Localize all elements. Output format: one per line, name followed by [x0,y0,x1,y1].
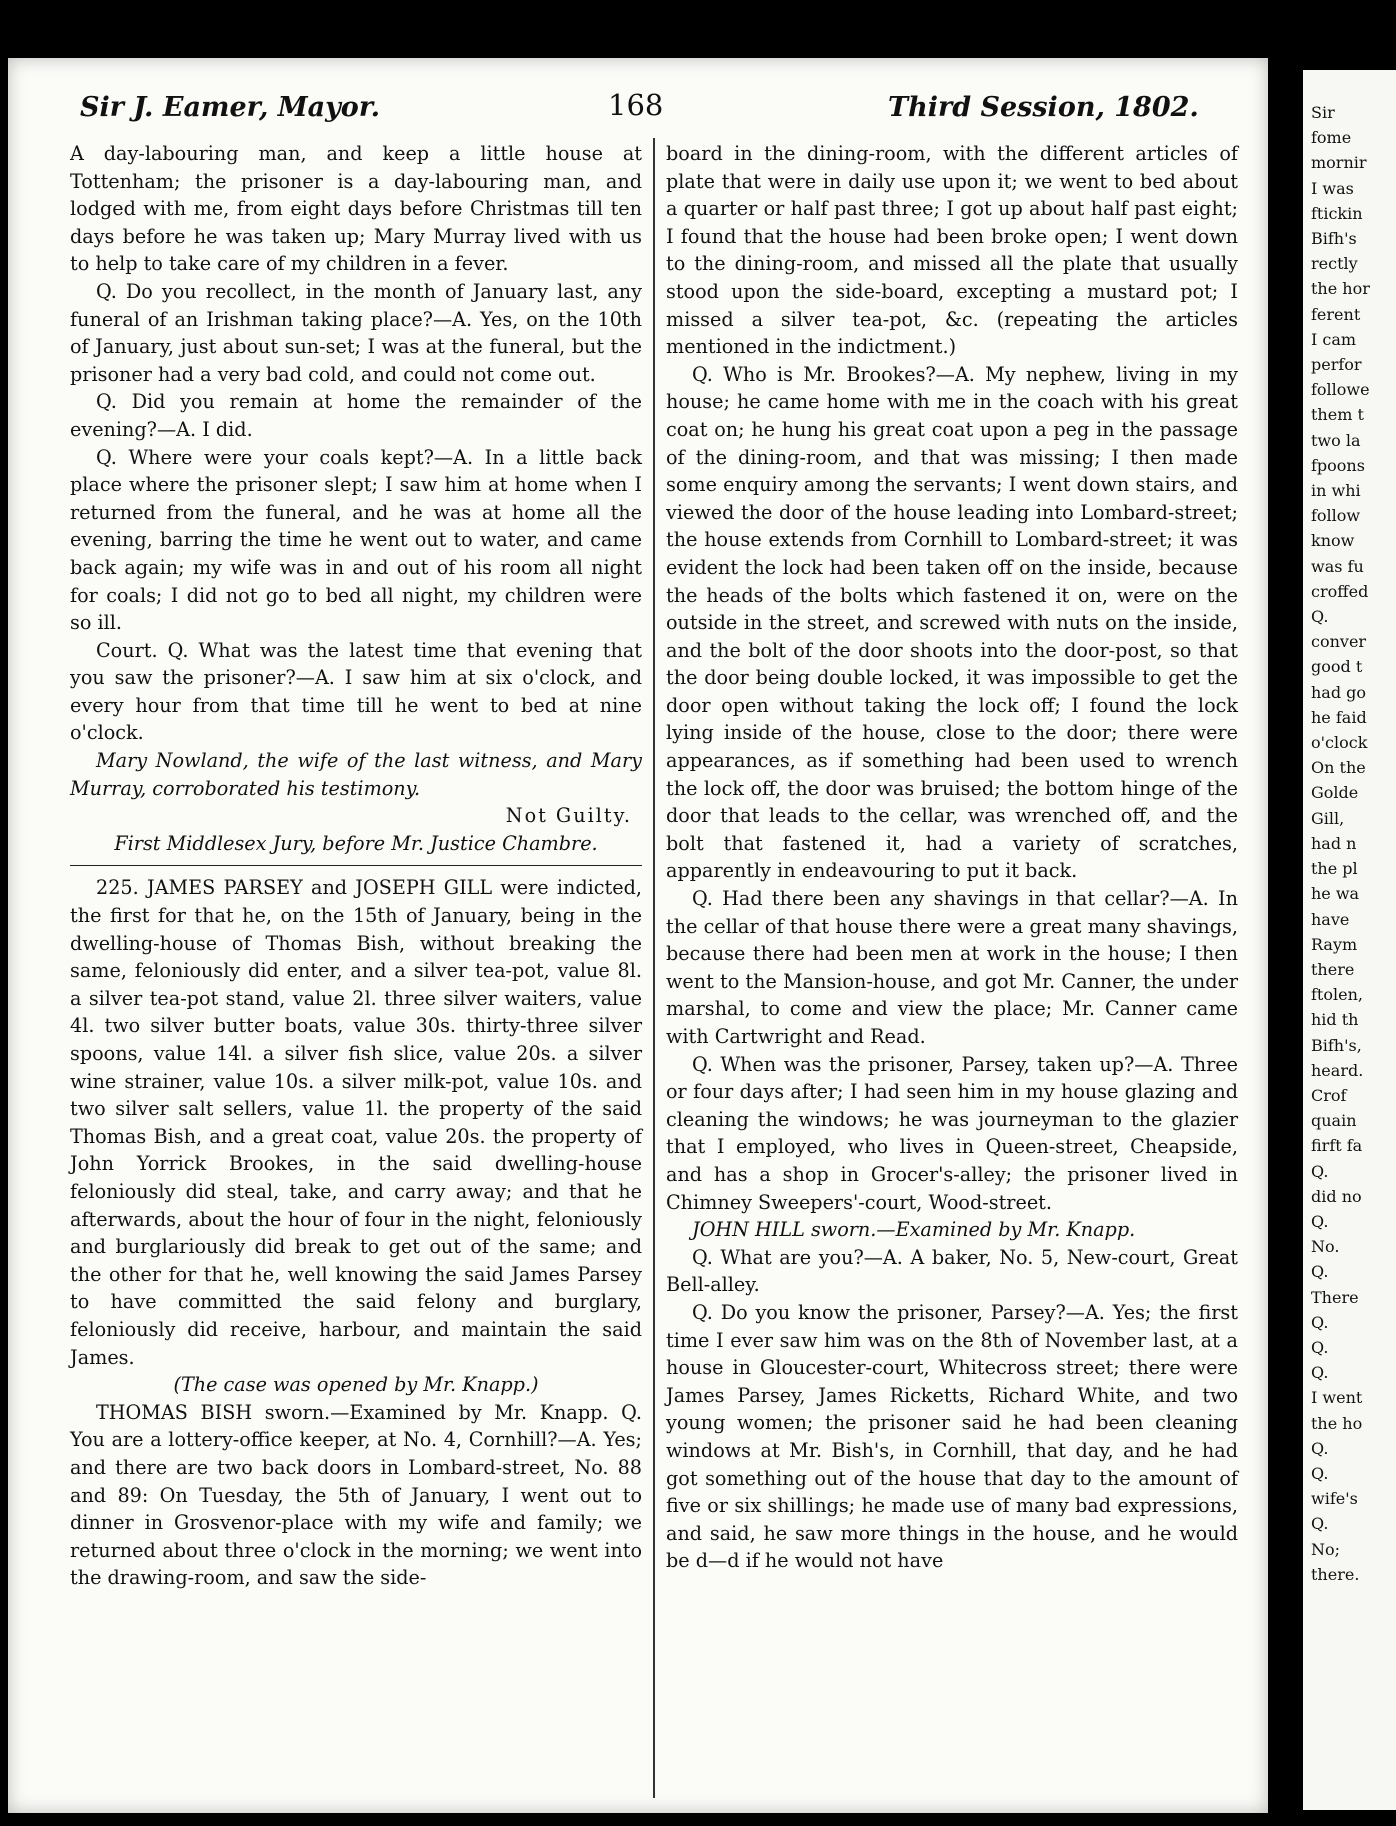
side-line: Q. [1311,1211,1329,1231]
side-line: ferent [1311,304,1361,324]
header-right: Third Session, 1802. [888,92,1199,123]
side-line: Golde [1311,783,1359,803]
side-line: Gill, [1311,808,1345,828]
side-line: there. [1311,1564,1360,1584]
side-line: Q. [1311,1312,1329,1332]
document-page [8,58,1268,1813]
side-line: o'clock [1311,733,1368,753]
side-line: in whi [1311,481,1361,501]
side-line: Crof [1311,1085,1347,1105]
adjacent-page-fragment [1303,70,1396,1810]
left-column [70,140,642,1592]
side-line: have [1311,909,1350,929]
paragraph: Q. Had there been any shavings in that cellar?—A. In the cellar of that house there were a great many shavings, because there had been men at work in the house; I then went to the Mansion-house, and got Mr. Canner, the under marshal, to come and view the place; Mr. Canner came with Cartwright and Read. [666,887,1238,1048]
side-line: fpoons [1311,455,1365,475]
side-line: firft fa [1311,1136,1363,1156]
side-line: On the [1311,758,1366,778]
section-rule [70,865,642,866]
column-divider [653,138,655,1798]
side-line: know [1311,531,1355,551]
side-line: No. [1311,1237,1340,1257]
verdict: Not Guilty. [505,804,632,828]
side-line: he wa [1311,884,1360,904]
side-line: heard. [1311,1060,1364,1080]
jury-note: First Middlesex Jury, before Mr. Justice Chambre. [114,831,598,855]
side-line: Q. [1311,1161,1329,1181]
paragraph: board in the dining-room, with the different articles of plate that were in daily use upon it; we went to bed about a quarter or half past three; I got up about half past eight; I found that the house had been broke open; I went down to the dining-room, and missed all the plate that usually stood upon the side-board, excepting a mustard pot; I missed a silver tea-pot, &c. (repeating the articles mentioned in the indictment.) [666,142,1238,359]
side-line: Q. [1311,1463,1329,1483]
side-line: there [1311,959,1355,979]
side-line: I cam [1311,329,1357,349]
side-line: conver [1311,632,1367,652]
paragraph: A day-labouring man, and keep a little house at Tottenham; the prisoner is a day-labouring man, and lodged with me, from eight days before Christmas till ten days before he was taken up; Mary Murray lived with us to help to take care of my children in a fever. [70,142,642,276]
case-note: (The case was opened by Mr. Knapp.) [173,1373,539,1397]
side-line: I went [1311,1388,1363,1408]
paragraph: Q. Did you remain at home the remainder of the evening?—A. I did. [70,390,642,441]
side-line: them t [1311,405,1364,425]
side-line: I was [1311,178,1354,198]
running-head [8,88,1268,128]
side-line: rectly [1311,254,1358,274]
side-line: had go [1311,682,1367,702]
side-line: hid th [1311,1010,1359,1030]
side-line: Q. [1311,1363,1329,1383]
header-left: Sir J. Eamer, Mayor. [80,92,380,123]
paragraph: Q. Do you know the prisoner, Parsey?—A. Yes; the first time I ever saw him was on the 8th of November last, at a house in Gloucester-court, Whitecross street; there were James Parsey, James Ricketts, Richard White, and two young women; the prisoner said he had been cleaning windows at Mr. Bish's, in Cornhill, that day, and he had got something out of the house that day to the amount of five or six shillings; he made use of many bad expressions, and said, he saw more things in the house, and he would be d—d if he would not have [666,1300,1238,1573]
side-line: Bifh's [1311,229,1357,249]
paragraph: THOMAS BISH sworn.—Examined by Mr. Knapp. Q. You are a lottery-office keeper, at No. 4, Cornhill?—A. Yes; and there are two back doors in Lombard-street, No. 88 and 89: On Tuesday, the 5th of January, I went out to dinner in Grosvenor-place with my wife and family; we returned about three o'clock in the morning; we went into the drawing-room, and saw the side- [70,1400,642,1590]
adjacent-page-lines [1303,70,1396,1587]
side-line: No; [1311,1539,1341,1559]
side-line: the hor [1311,279,1370,299]
paragraph: Q. When was the prisoner, Parsey, taken up?—A. Three or four days after; I had seen him in my house glazing and cleaning the windows; he was journeyman to the glazier that I employed, who lives in Queen-street, Cheapside, and has a shop in Grocer's-alley; the prisoner lived in Chimney Sweepers'-court, Wood-street. [666,1052,1238,1214]
side-line: ftickin [1311,203,1363,223]
paragraph: Q. Do you recollect, in the month of January last, any funeral of an Irishman taking place?—A. Yes, on the 10th of January, just about sun-set; I was at the funeral, but the prisoner had a very bad cold, and could not come out. [70,279,642,386]
side-line: Q. [1311,1438,1329,1458]
side-line: Q. [1311,1337,1329,1357]
witness-heading: JOHN HILL sworn.—Examined by Mr. Knapp. [692,1218,1136,1242]
paragraph: Q. Where were your coals kept?—A. In a little back place where the prisoner slept; I saw him at home when I returned from the funeral, and he was at home all the evening, barring the time he went out to water, and came back again; my wife was in and out of his room all night for coals; I did not go to bed all night, my children were so ill. [70,445,642,635]
side-line: followe [1311,380,1370,400]
side-line: wife's [1311,1489,1358,1509]
paragraph: Q. Who is Mr. Brookes?—A. My nephew, living in my house; he came home with me in the coach with his great coat on; he hung his great coat upon a peg in the passage of the dining-room, and that was missing; I then made some enquiry among the servants; I went down stairs, and viewed the door of the house leading into Lombard-street; the house extends from Cornhill to Lombard-street; it was evident the lock had been taken off on the inside, because the heads of the bolts which fastened it on, were on the outside in the street, and screwed with nuts on the inside, and the bolt of the door shoots into the door-post, so that the door being double locked, it was impossible to get the door open without taking the lock off; I found the lock lying inside of the house, close to the door; there were appearances, as if something had been used to wrench the lock off, the door was bruised; the bottom hinge of the door that leads to the cellar, was wrenched off, and the bolt that fastened it, had a variety of scratches, apparently in endeavouring to put it back. [666,362,1238,883]
side-line: the ho [1311,1413,1363,1433]
side-line: Raym [1311,934,1358,954]
side-line: was fu [1311,556,1364,576]
paragraph: Q. What are you?—A. A baker, No. 5, New-court, Great Bell-alley. [666,1245,1238,1297]
side-line: mornir [1311,153,1367,173]
side-line: ftolen, [1311,985,1363,1005]
side-line: two la [1311,430,1361,450]
side-line: Sir [1311,103,1335,122]
paragraph: Mary Nowland, the wife of the last witness, and Mary Murray, corroborated his testimony. [70,749,642,800]
side-line: good t [1311,657,1363,677]
side-line: follow [1311,506,1361,526]
side-line: fome [1311,128,1352,148]
side-line: did no [1311,1186,1362,1206]
paragraph: 225. JAMES PARSEY and JOSEPH GILL were indicted, the first for that he, on the 15th of January, being in the dwelling-house of Thomas Bish, without breaking the same, feloniously did enter, and a silver tea-pot, value 8l. a silver tea-pot stand, value 2l. three silver waiters, value 4l. two silver butter boats, value 30s. thirty-three silver spoons, value 14l. a silver fish slice, value 20s. a silver wine strainer, value 10s. a silver milk-pot, value 10s. and two silver salt sellers, value 1l. the property of the said Thomas Bish, and a great coat, value 20s. the property of John Yorrick Brookes, in the said dwelling-house feloniously did steal, take, and carry away; and that he afterwards, about the hour of four in the night, feloniously and burglariously did break to get out of the same; and the other for that he, well knowing the said James Parsey to have committed the said felony and burglary, feloniously did receive, harbour, and maintain the said James. [70,876,642,1369]
side-line: croffed [1311,581,1369,601]
side-line: There [1311,1287,1359,1307]
right-column [666,140,1238,1575]
side-line: Bifh's, [1311,1035,1362,1055]
side-line: quain [1311,1111,1357,1131]
side-line: Q. [1311,1262,1329,1282]
side-line: Q. [1311,607,1329,627]
side-line: perfor [1311,355,1362,375]
side-line: the pl [1311,859,1358,879]
side-line: Q. [1311,1514,1329,1534]
side-line: he faid [1311,707,1367,727]
page-number: 168 [608,88,664,122]
paragraph: Court. Q. What was the latest time that evening that you saw the prisoner?—A. I saw him at six o'clock, and every hour from that time till he went to bed at nine o'clock. [70,638,642,745]
side-line: had n [1311,833,1357,853]
